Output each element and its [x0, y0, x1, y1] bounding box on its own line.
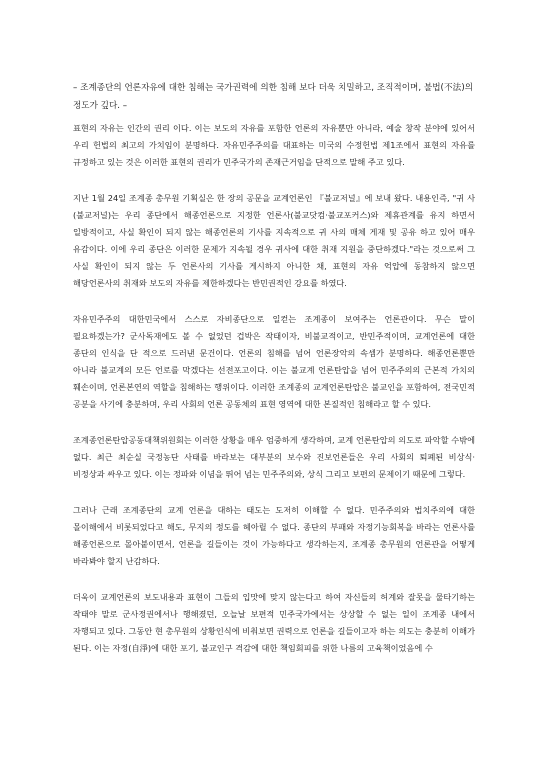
paragraph-recent-attitude: 그러나 근래 조계종단의 교계 언론을 대하는 태도는 도저히 이해할 수 없다. 민주주의와 법치주의에 대한 몰이해에서 비롯되었다고 해도, 무지의 정도를 헤아릴 수 없다. 종단의 부패와 자정기능회복을 바라는 언론사를 해종언론으로 몰아붙이면서, 언론을 길들이는 것이 가능하다고 생각하는지, 조계종 총무원의 언론관을 어떻게 바라봐야 할지 난감하다. — [73, 505, 475, 566]
lead-statement: – 조계종단의 언론자유에 대한 침해는 국가권력에 의한 침해 보다 더욱 치밀하고, 조직적이며, 불법(不法)의 정도가 깊다. – — [73, 82, 473, 111]
paragraph-intent: 더욱이 교계언론의 보도내용과 표현이 그들의 입맛에 맞지 않는다고 하여 자신들의 허계와 잘못을 물타기하는 작태야 말로 군사정권에서나 행해졌던, 오늘날 보편적 민주국가에서는 상상할 수 없는 일이 조계종 내에서 자행되고 있다. 그동안 현 총무원의 상황인식에 비춰보면 권력으로 언론을 길들이고자 하는 의도는 충분히 이해가 된다. 이는 자정(自淨)에 대한 포기, 불교인구 격감에 대한 책임회피를 위한 나름의 고육책이었음에 수 — [73, 592, 475, 653]
paragraph-official-letter: 지난 1월 24일 조계종 총무원 기획실은 한 장의 공문을 교계언론인 『불교저널』에 보내 왔다. 내용인즉, "귀 사(불교저널)는 우리 종단에서 해종언론으로 지정한 언론사(불교닷컴·불교포커스)와 제휴관계를 유지 하면서 일방적이고, 사실 확인이 되지 않는 해종언론의 기사를 지속적으로 귀 사의 매체 게재 및 공유 하고 있어 매우 유감이다. 이에 우리 종단은 이러한 문제가 지속될 경우 귀사에 대한 취재 지원을 중단하겠다."라는 것으로써 그 사실 확인이 되지 않는 두 언론사의 기사를 게시하지 아니한 채, 표현의 자유 억압에 동참하지 않으면 해당언론사의 취재와 보도의 자유를 제한하겠다는 반민권적인 강요를 하였다. — [73, 193, 475, 288]
paragraph-freedom-of-expression: 표현의 자유는 인간의 권리 이다. 이는 보도의 자유를 포함한 언론의 자유뿐만 아니라, 예술 창작 분야에 있어서 우리 헌법의 최고의 가치임이 분명하다. 자유민주주의를 대표하는 미국의 수정헌법 제1조에서 표현의 자유를 규정하고 있는 것은 이러한 표현의 권리가 민주국가의 존재근거임을 단적으로 말해 주고 있다. — [73, 123, 475, 167]
document-body — [73, 120, 475, 676]
paragraph-committee-position: 조계종언론탄압공동대책위원회는 이러한 상황을 매우 엄중하게 생각하며, 교계 언론탄압의 의도로 파악할 수밖에 없다. 최근 최순실 국정농단 사태를 바라보는 대부분의 보수와 진보언론들은 우리 사회의 퇴폐된 비상식· 비정상과 싸우고 있다. 이는 정파와 이념을 뛰어 넘는 민주주의와, 상식 그리고 보편의 문제이기 때문에 그렇다. — [73, 435, 475, 479]
paragraph-press-view: 자유민주주의 대한민국에서 스스로 자비종단으로 일컫는 조계종이 보여주는 언론관이다. 무슨 말이 필요하겠는가? 군사독재에도 볼 수 없었던 겁박은 작태이자, 비불교적이고, 반민주적이며, 교계언론에 대한 종단의 인식을 단 적으로 드러낸 문건이다. 언론의 침해를 넘어 언론장악의 속셈가 분명하다. 해종언론뿐만 아니라 불교계의 모든 언로를 막겠다는 선전포고이다. 이는 불교계 언론탄압을 넘어 민주주의의 근본적 가치의 훼손이며, 언론본연의 역할을 침해하는 행위이다. 이러한 조계종의 교계언론탄압은 불교인을 포함하여, 전국민적 공분을 사기에 충분하며, 우리 사회의 언론 공동체의 표현 영역에 대한 본질적인 침해라고 할 수 있다. — [73, 314, 475, 409]
